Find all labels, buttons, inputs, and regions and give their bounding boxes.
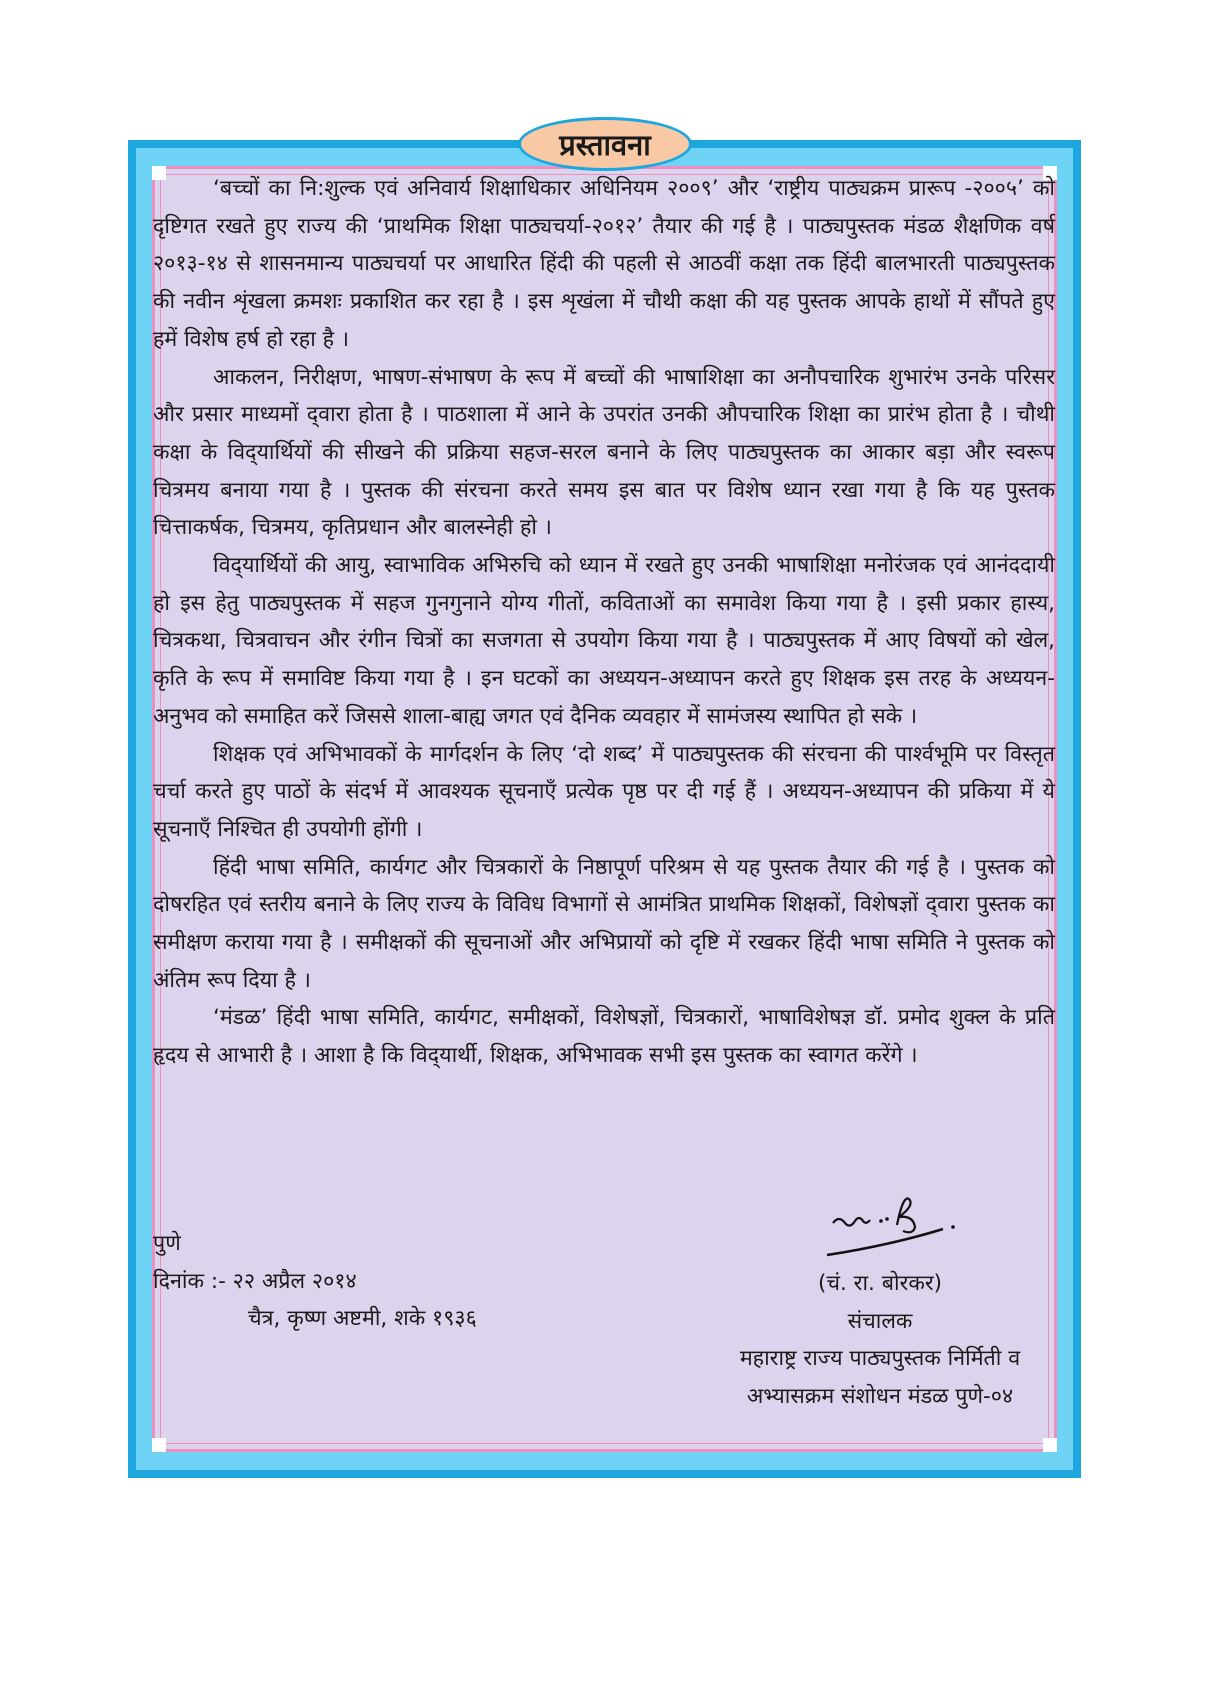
paragraph: हिंदी भाषा समिति, कार्यगट और चित्रकारों के निष्ठापूर्ण परिश्रम से यह पुस्तक तैयार की गई है । पुस्तक को दोषरहित एवं स्तरीय बनाने के लिए राज्य के विविध विभागों से आमंत्रित प्राथमिक शिक्षकों, विशेषज्ञों द्‌वारा पुस्तक का समीक्षण कराया गया है । समीक्षकों की सूचनाओं और अभिप्रायों को दृष्टि में रखकर हिंदी भाषा समिति ने पुस्तक को अंतिम रूप दिया है । — [153, 854, 1055, 993]
place-date — [153, 1225, 477, 1338]
paragraph: शिक्षक एवं अभिभावकों के मार्गदर्शन के लिए ‘दो शब्द’ में पाठ्यपुस्तक की संरचना की पार्श्वभूमि पर विस्तृत चर्चा करते हुए पाठों के संदर्भ में आवश्यक सूचनाएँ प्रत्येक पृष्ठ पर दी गई हैं । अध्ययन-अध्यापन की प्रकिया में ये सूचनाएँ निश्चित ही उपयोगी होंगी । — [153, 741, 1055, 842]
signatory-org-line2: अभ्यासक्रम संशोधन मंडळ पुणे-०४ — [746, 1384, 1014, 1410]
paragraph: विद्‌यार्थियों की आयु, स्वाभाविक अभिरुचि को ध्यान में रखते हुए उनकी भाषाशिक्षा मनोरंजक एवं आनंददायी हो इस हेतु पाठ्यपुस्तक में सहज गुनगुनाने योग्य गीतों, कविताओं का समावेश किया गया है । इसी प्रकार हास्य, चित्रकथा, चित्रवाचन और रंगीन चित्रों का सजगता से उपयोग किया गया है । पाठ्यपुस्तक में आए विषयों को खेल, कृति के रूप में समाविष्ट किया गया है । इन घटकों का अध्ययन-अध्यापन करते हुए शिक्षक इस तरह के अध्ययन-अनुभव को समाहित करें जिससे शाला-बाह्य जगत एवं दैनिक व्यवहार में सामंजस्य स्थापित हो सके । — [153, 553, 1055, 729]
place-text: पुणे — [153, 1231, 181, 1256]
calendar-text: चैत्र, कृष्ण अष्टमी, शके १९३६ — [248, 1306, 477, 1332]
paragraph: आकलन, निरीक्षण, भाषण-संभाषण के रूप में बच्चों की भाषाशिक्षा का अनौपचारिक शुभारंभ उनके परिसर और प्रसार माध्यमों द्‌वारा होता है । पाठशाला में आने के उपरांत उनकी औपचारिक शिक्षा का प्रारंभ होता है । चौथी कक्षा के विद्‌यार्थियों की सीखने की प्रक्रिया सहज-सरल बनाने के लिए पाठ्यपुस्तक का आकार बड़ा और स्वरूप चित्रमय बनाया गया है । पुस्तक की संरचना करते समय इस बात पर विशेष ध्यान रखा गया है कि यह पुस्तक चित्ताकर्षक, चित्रमय, कृतिप्रधान और बालस्नेही हो । — [153, 364, 1055, 541]
title-badge — [518, 117, 692, 171]
sign-off — [153, 1185, 1055, 1445]
signature-mark-icon — [813, 1185, 963, 1265]
paragraph: ‘बच्चों का नि:शुल्क एवं अनिवार्य शिक्षाधिकार अधिनियम २००९’ और ‘राष्ट्रीय पाठ्यक्रम प्रारूप -२००५’ को दृष्टिगत रखते हुए राज्य की ‘प्राथमिक शिक्षा पाठ्यचर्या-२०१२’ तैयार की गई है । पाठ्यपुस्तक मंडळ शैक्षणिक वर्ष २०१३-१४ से शासनमान्य पाठ्यचर्या पर आधारित हिंदी की पहली से आठवीं कक्षा तक हिंदी बालभारती पाठ्यपुस्तक की नवीन शृंखला क्रमशः प्रकाशित कर रहा है । इस शृखंला में चौथी कक्षा की यह पुस्तक आपके हाथों में सौंपते हुए हमें विशेष हर्ष हो रहा है । — [153, 176, 1055, 352]
signatory-name: (चं. रा. बोरकर) — [817, 1271, 943, 1296]
signatory-block — [715, 1265, 1045, 1416]
signatory-org-line1: महाराष्ट्र राज्य पाठ्यपुस्तक निर्मिती व — [739, 1346, 1021, 1372]
page-title: प्रस्तावना — [559, 127, 651, 162]
preface-body — [153, 170, 1055, 1075]
paragraph: ‘मंडळ’ हिंदी भाषा समिति, कार्यगट, समीक्षकों, विशेषज्ञों, चित्रकारों, भाषाविशेषज्ञ डॉ. प्रमोद शुक्ल के प्रति हृदय से आभारी है । आशा है कि विद्‌यार्थी, शिक्षक, अभिभावक सभी इस पुस्तक का स्वागत करेंगे । — [153, 1005, 1055, 1069]
date-text: दिनांक :- २२ अप्रैल २०१४ — [153, 1268, 357, 1294]
signatory-designation: संचालक — [847, 1308, 913, 1334]
